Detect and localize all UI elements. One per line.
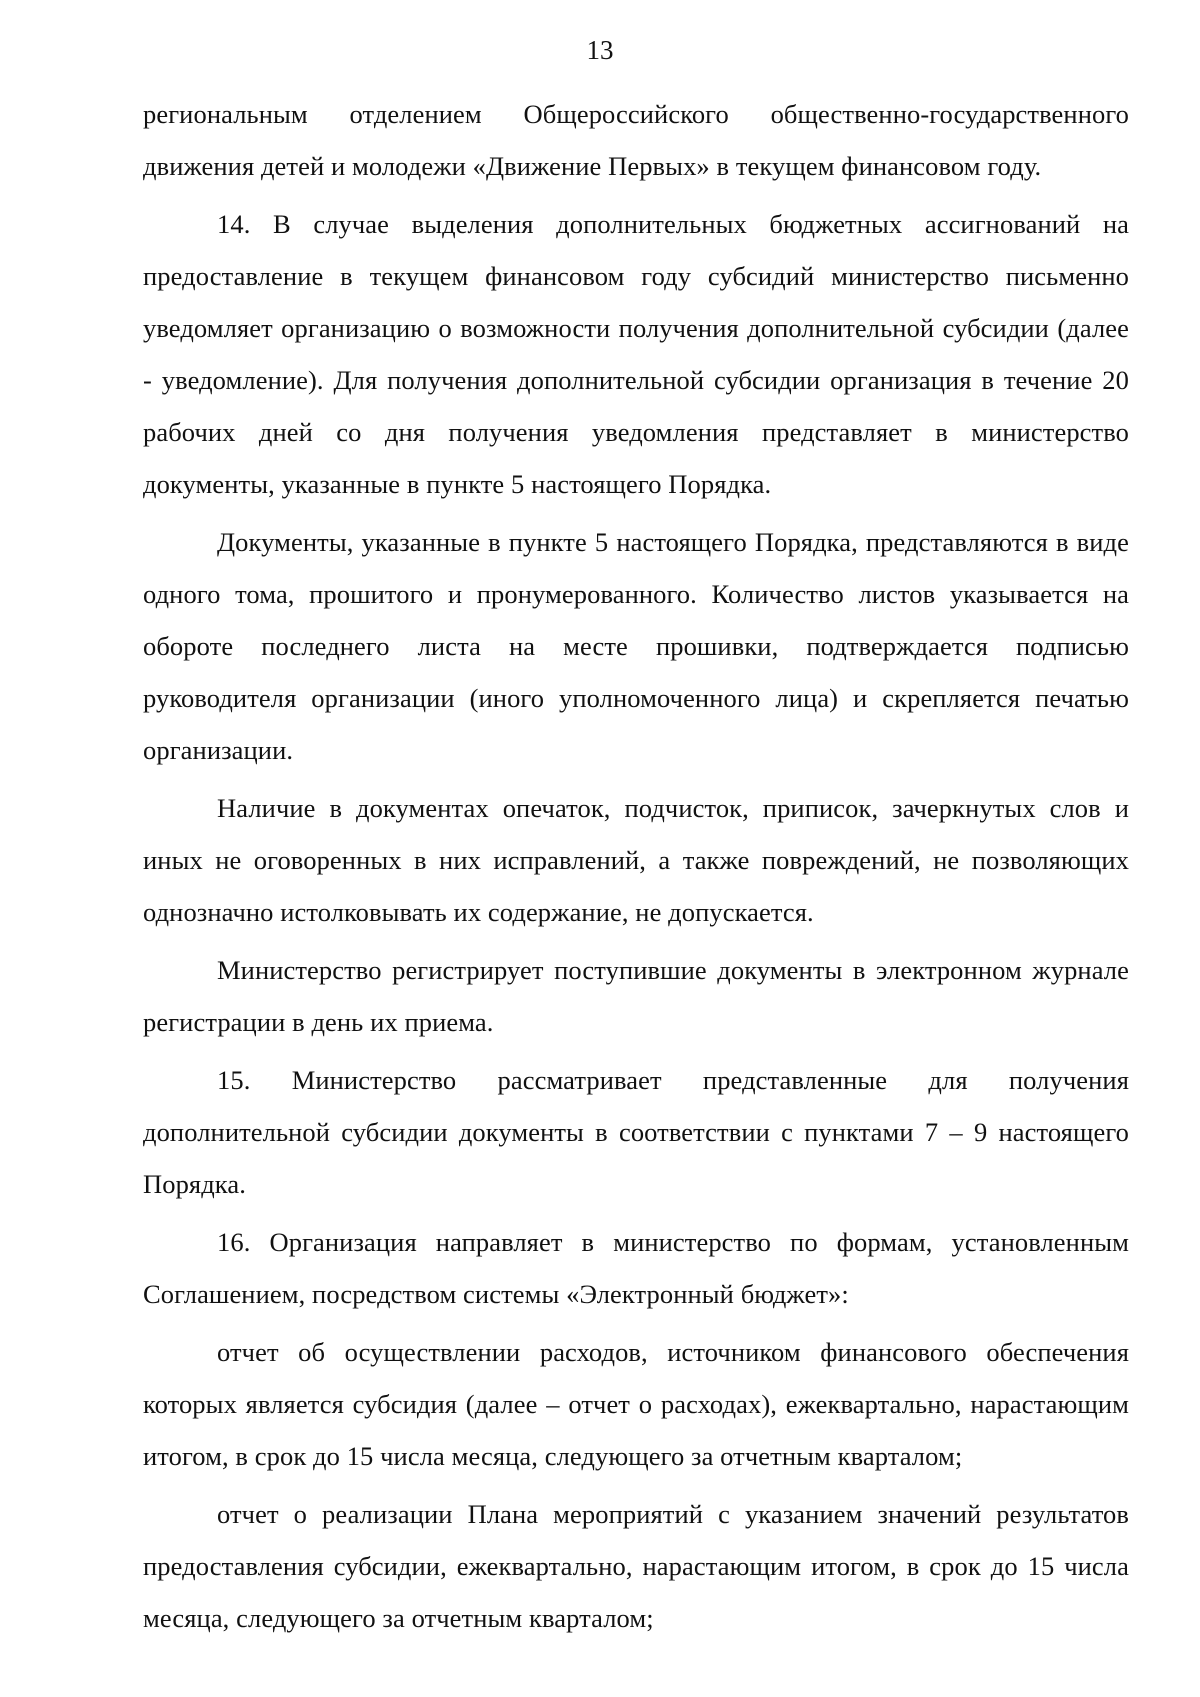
paragraph-expense-report: отчет об осуществлении расходов, источником финансового обеспечения которых является субсидия (далее – отчет о расходах), ежеквартально, нарастающим итогом, в срок до 15 числа месяца, следующего за отчетным кварталом; [143, 1337, 1129, 1471]
paragraph-corrections-not-allowed: Наличие в документах опечаток, подчисток, приписок, зачеркнутых слов и иных не оговоренных в них исправлений, а также повреждений, не позволяющих однозначно истолковывать их содержание, не допускается. [143, 793, 1129, 927]
paragraph-clause-14: 14. В случае выделения дополнительных бюджетных ассигнований на предоставление в текущем финансовом году субсидий министерство письменно уведомляет организацию о возможности получения дополнительной субсидии (далее - уведомление). Для получения дополнительной субсидии организация в течение 20 рабочих дней со дня получения уведомления представляет в министерство документы, указанные в пункте 5 настоящего Порядка. [143, 209, 1129, 499]
paragraph-registration: Министерство регистрирует поступившие документы в электронном журнале регистрации в день их приема. [143, 955, 1129, 1037]
paragraph-clause-16: 16. Организация направляет в министерство по формам, установленным Соглашением, посредством системы «Электронный бюджет»: [143, 1227, 1129, 1309]
paragraph-continuation: региональным отделением Общероссийского общественно-государственного движения детей и молодежи «Движение Первых» в текущем финансовом году. [143, 99, 1129, 181]
paragraph-plan-report: отчет о реализации Плана мероприятий с указанием значений результатов предоставления субсидии, ежеквартально, нарастающим итогом, в срок до 15 числа месяца, следующего за отчетным кварталом; [143, 1499, 1129, 1633]
document-body [143, 88, 1129, 1650]
paragraph-clause-15: 15. Министерство рассматривает представленные для получения дополнительной субсидии документы в соответствии с пунктами 7 – 9 настоящего Порядка. [143, 1065, 1129, 1199]
paragraph-documents-volume: Документы, указанные в пункте 5 настоящего Порядка, представляются в виде одного тома, прошитого и пронумерованного. Количество листов указывается на обороте последнего листа на месте прошивки, подтверждается подписью руководителя организации (иного уполномоченного лица) и скрепляется печатью организации. [143, 527, 1129, 765]
page-number: 13 [586, 35, 614, 65]
